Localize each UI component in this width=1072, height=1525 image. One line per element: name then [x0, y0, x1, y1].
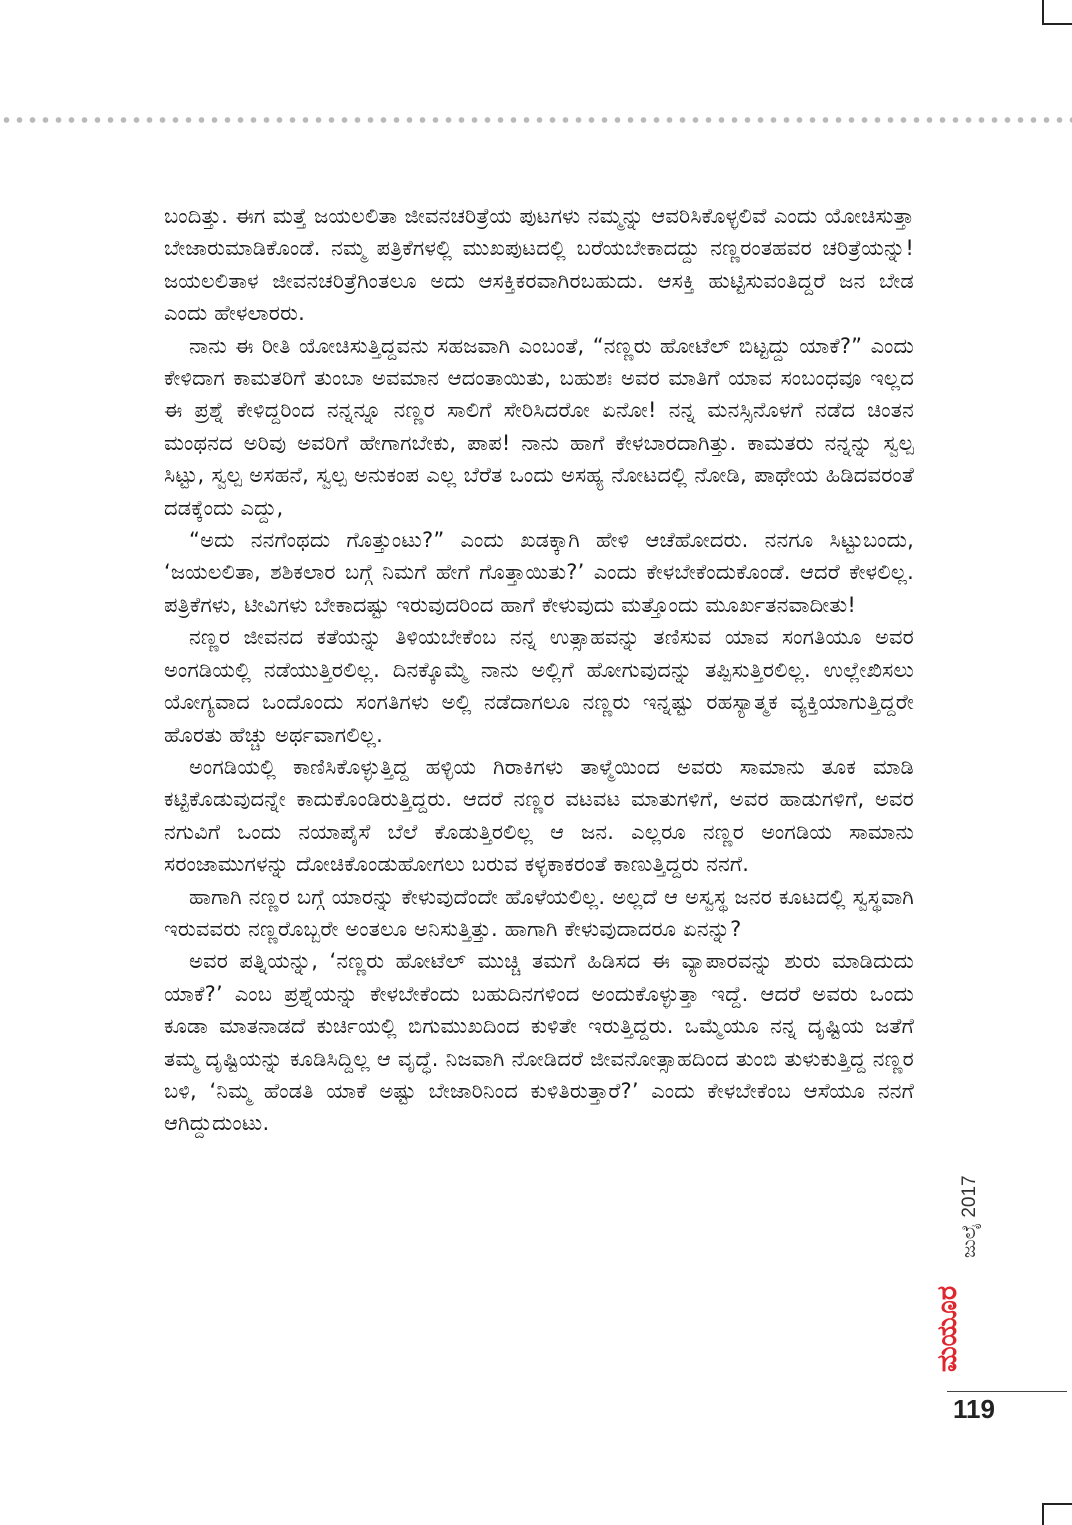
- paragraph: ಅಂಗಡಿಯಲ್ಲಿ ಕಾಣಿಸಿಕೊಳ್ಳುತ್ತಿದ್ದ ಹಳ್ಳಿಯ ಗಿರಾಕಿಗಳು ತಾಳ್ಮೆಯಿಂದ ಅವರು ಸಾಮಾನು ತೂಕ ಮಾಡಿ ಕಟ್ಟಿಕೊಡುವುದನ್ನೇ ಕಾದುಕೊಂಡಿರುತ್ತಿದ್ದರು. ಆದರೆ ನಣ್ಣರ ವಟವಟ ಮಾತುಗಳಿಗೆ, ಅವರ ಹಾಡುಗಳಿಗೆ, ಅವರ ನಗುವಿಗೆ ಒಂದು ನಯಾಪೈಸೆ ಬೆಲೆ ಕೊಡುತ್ತಿರಲಿಲ್ಲ ಆ ಜನ. ಎಲ್ಲರೂ ನಣ್ಣರ ಅಂಗಡಿಯ ಸಾಮಾನು ಸರಂಜಾಮುಗಳನ್ನು ದೋಚಿಕೊಂಡುಹೋಗಲು ಬರುವ ಕಳ್ಳಕಾಕರಂತೆ ಕಾಣುತ್ತಿದ್ದರು ನನಗೆ.: [164, 754, 914, 877]
- paragraph: ಬಂದಿತ್ತು. ಈಗ ಮತ್ತೆ ಜಯಲಲಿತಾ ಜೀವನಚರಿತ್ರೆಯ ಪುಟಗಳು ನಮ್ಮನ್ನು ಆವರಿಸಿಕೊಳ್ಳಲಿವೆ ಎಂದು ಯೋಚಿಸುತ್ತಾ ಬೇಜಾರುಮಾಡಿಕೊಂಡೆ. ನಮ್ಮ ಪತ್ರಿಕೆಗಳಲ್ಲಿ ಮುಖಪುಟದಲ್ಲಿ ಬರೆಯಬೇಕಾದದ್ದು ನಣ್ಣರಂತಹವರ ಚರಿತ್ರೆಯನ್ನು! ಜಯಲಲಿತಾಳ ಜೀವನಚರಿತ್ರೆಗಿಂತಲೂ ಅದು ಆಸಕ್ತಿಕರವಾಗಿರಬಹುದು. ಆಸಕ್ತಿ ಹುಟ್ಟಿಸುವಂತಿದ್ದರೆ ಜನ ಬೇಡ ಎಂದು ಹೇಳಲಾರರು.: [164, 204, 914, 326]
- paragraph: ಅವರ ಪತ್ನಿಯನ್ನು, ‘ನಣ್ಣರು ಹೋಟೆಲ್ ಮುಚ್ಚಿ ತಮಗೆ ಹಿಡಿಸದ ಈ ವ್ಯಾಪಾರವನ್ನು ಶುರು ಮಾಡಿದುದು ಯಾಕೆ?’ ಎಂಬ ಪ್ರಶ್ನೆಯನ್ನು ಕೇಳಬೇಕೆಂದು ಬಹುದಿನಗಳಿಂದ ಅಂದುಕೊಳ್ಳುತ್ತಾ ಇದ್ದೆ. ಆದರೆ ಅವರು ಒಂದು ಕೂಡಾ ಮಾತನಾಡದೆ ಕುರ್ಚಿಯಲ್ಲಿ ಬಿಗುಮುಖದಿಂದ ಕುಳಿತೇ ಇರುತ್ತಿದ್ದರು. ಒಮ್ಮೆಯೂ ನನ್ನ ದೃಷ್ಟಿಯ ಜತೆಗೆ ತಮ್ಮ ದೃಷ್ಟಿಯನ್ನು ಕೂಡಿಸಿದ್ದಿಲ್ಲ ಆ ವೃದ್ಧೆ. ನಿಜವಾಗಿ ನೋಡಿದರೆ ಜೀವನೋತ್ಸಾಹದಿಂದ ತುಂಬಿ ತುಳುಕುತ್ತಿದ್ದ ನಣ್ಣರ ಬಳಿ, ‘ನಿಮ್ಮ ಹೆಂಡತಿ ಯಾಕೆ ಅಷ್ಟು ಬೇಜಾರಿನಿಂದ ಕುಳಿತಿರುತ್ತಾರೆ?’ ಎಂದು ಕೇಳಬೇಕೆಂಬ ಆಸೆಯೂ ನನಗೆ ಆಗಿದ್ದುದುಂಟು.: [164, 949, 914, 1136]
- magazine-name: ಮಯೂರ: [932, 1285, 963, 1372]
- paragraph: ಹಾಗಾಗಿ ನಣ್ಣರ ಬಗ್ಗೆ ಯಾರನ್ನು ಕೇಳುವುದೆಂದೇ ಹೊಳೆಯಲಿಲ್ಲ. ಅಲ್ಲದೆ ಆ ಅಸ್ವಸ್ಥ ಜನರ ಕೂಟದಲ್ಲಿ ಸ್ವಸ್ಥವಾಗಿ ಇರುವವರು ನಣ್ಣರೊಬ್ಬರೇ ಅಂತಲೂ ಅನಿಸುತ್ತಿತ್ತು. ಹಾಗಾಗಿ ಕೇಳುವುದಾದರೂ ಏನನ್ನು?: [164, 884, 914, 941]
- crop-mark-bottom-horizontal: [1042, 1503, 1072, 1505]
- article-body: [164, 200, 914, 1140]
- paragraph: ನಾನು ಈ ರೀತಿ ಯೋಚಿಸುತ್ತಿದ್ದವನು ಸಹಜವಾಗಿ ಎಂಬಂತೆ, “ನಣ್ಣರು ಹೋಟೆಲ್ ಬಿಟ್ಟದ್ದು ಯಾಕೆ?” ಎಂದು ಕೇಳಿದಾಗ ಕಾಮತರಿಗೆ ತುಂಬಾ ಅವಮಾನ ಆದಂತಾಯಿತು, ಬಹುಶಃ ಅವರ ಮಾತಿಗೆ ಯಾವ ಸಂಬಂಧವೂ ಇಲ್ಲದ ಈ ಪ್ರಶ್ನೆ ಕೇಳಿದ್ದರಿಂದ ನನ್ನನ್ನೂ ನಣ್ಣರ ಸಾಲಿಗೆ ಸೇರಿಸಿದರೋ ಏನೋ! ನನ್ನ ಮನಸ್ಸಿನೊಳಗೆ ನಡೆದ ಚಿಂತನ ಮಂಥನದ ಅರಿವು ಅವರಿಗೆ ಹೇಗಾಗಬೇಕು, ಪಾಪ! ನಾನು ಹಾಗೆ ಕೇಳಬಾರದಾಗಿತ್ತು. ಕಾಮತರು ನನ್ನನ್ನು ಸ್ವಲ್ಪ ಸಿಟ್ಟು, ಸ್ವಲ್ಪ ಅಸಹನೆ, ಸ್ವಲ್ಪ ಅನುಕಂಪ ಎಲ್ಲ ಬೆರೆತ ಒಂದು ಅಸಹ್ಯ ನೋಟದಲ್ಲಿ ನೋಡಿ, ಪಾಥೇಯ ಹಿಡಿದವರಂತೆ ದಡಕ್ಕೆಂದು ಎದ್ದು,: [164, 333, 914, 520]
- paragraph: ನಣ್ಣರ ಜೀವನದ ಕತೆಯನ್ನು ತಿಳಿಯಬೇಕೆಂಬ ನನ್ನ ಉತ್ಸಾಹವನ್ನು ತಣಿಸುವ ಯಾವ ಸಂಗತಿಯೂ ಅವರ ಅಂಗಡಿಯಲ್ಲಿ ನಡೆಯುತ್ತಿರಲಿಲ್ಲ. ದಿನಕ್ಕೊಮ್ಮೆ ನಾನು ಅಲ್ಲಿಗೆ ಹೋಗುವುದನ್ನು ತಪ್ಪಿಸುತ್ತಿರಲಿಲ್ಲ. ಉಲ್ಲೇಖಿಸಲು ಯೋಗ್ಯವಾದ ಒಂದೊಂದು ಸಂಗತಿಗಳು ಅಲ್ಲಿ ನಡೆದಾಗಲೂ ನಣ್ಣರು ಇನ್ನಷ್ಟು ರಹಸ್ಯಾತ್ಮಕ ವ್ಯಕ್ತಿಯಾಗುತ್ತಿದ್ದರೇ ಹೊರತು ಹೆಚ್ಚು ಅರ್ಥವಾಗಲಿಲ್ಲ.: [164, 625, 914, 747]
- crop-mark-top-horizontal: [1042, 23, 1072, 25]
- crop-mark-top-vertical: [1042, 0, 1044, 24]
- magazine-masthead: [932, 1276, 963, 1372]
- footer-rule: [947, 1391, 1067, 1392]
- dotted-divider: [0, 116, 1072, 124]
- issue-date: ಜುಲೈ 2017: [959, 1175, 980, 1258]
- page-number: 119: [953, 1394, 995, 1424]
- paragraph: “ಅದು ನನಗೆಂಥದು ಗೊತ್ತುಂಟು?” ಎಂದು ಖಡಕ್ಕಾಗಿ ಹೇಳಿ ಆಚೆಹೋದರು. ನನಗೂ ಸಿಟ್ಟುಬಂದು, ‘ಜಯಲಲಿತಾ, ಶಶಿಕಲಾರ ಬಗ್ಗೆ ನಿಮಗೆ ಹೇಗೆ ಗೊತ್ತಾಯಿತು?’ ಎಂದು ಕೇಳಬೇಕೆಂದುಕೊಂಡೆ. ಆದರೆ ಕೇಳಲಿಲ್ಲ. ಪತ್ರಿಕೆಗಳು, ಟೀವಿಗಳು ಬೇಕಾದಷ್ಟು ಇರುವುದರಿಂದ ಹಾಗೆ ಕೇಳುವುದು ಮತ್ತೊಂದು ಮೂರ್ಖತನವಾದೀತು!: [164, 528, 914, 617]
- crop-mark-bottom-vertical: [1042, 1503, 1044, 1525]
